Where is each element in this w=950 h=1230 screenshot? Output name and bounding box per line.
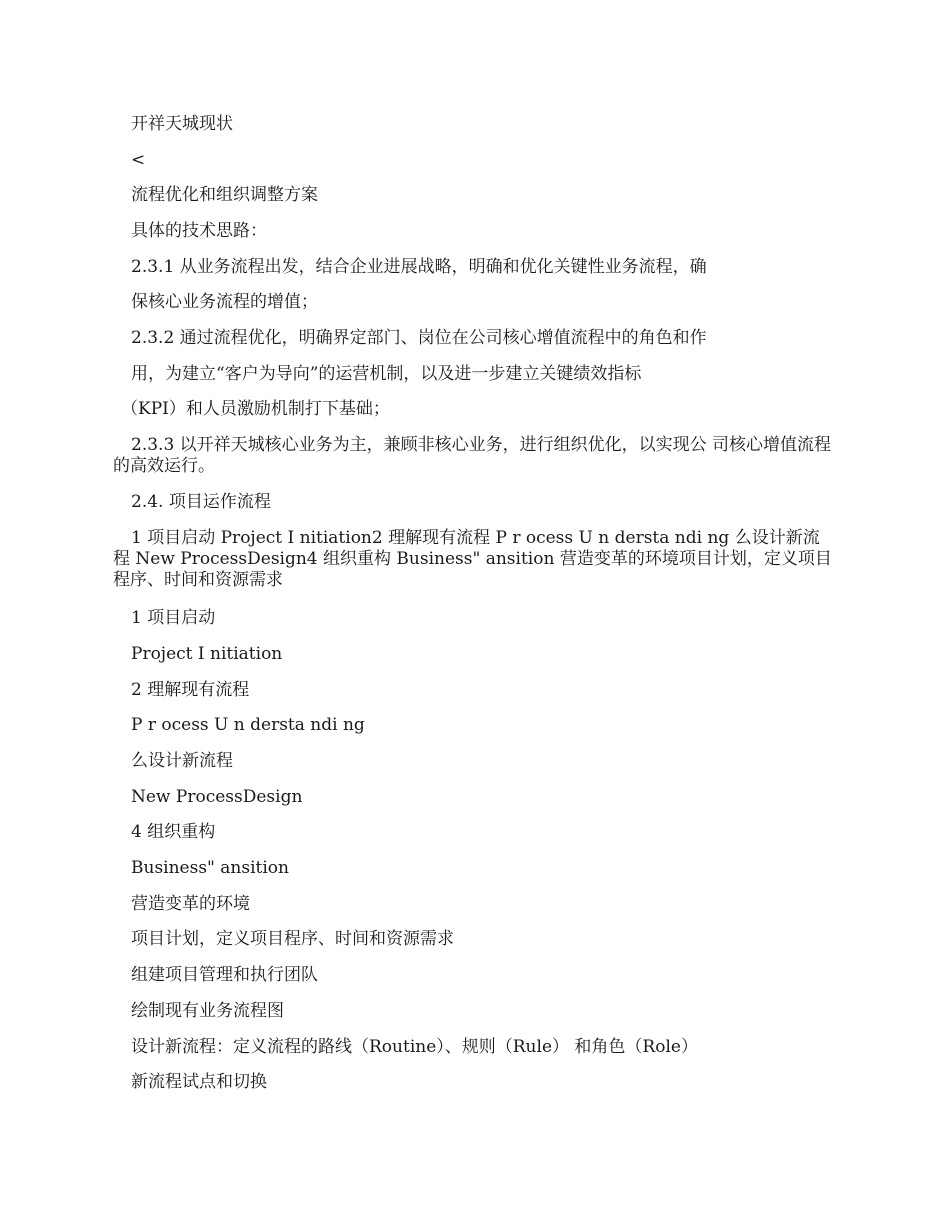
heading-current-status: 开祥天城现状 — [131, 114, 233, 134]
text-step-3-en: New ProcessDesign — [131, 787, 303, 807]
text-step-1-en: Project I nitiation — [131, 644, 283, 664]
text-project-plan: 项目计划，定义项目程序、时间和资源需求 — [131, 929, 454, 949]
text-2-3-2-c: （KPI）和人员激励机制打下基础； — [121, 399, 390, 419]
text-2-3-2-b: 用，为建立“客户为导向”的运营机制，以及进一步建立关键绩效指标 — [131, 364, 642, 384]
text-approach: 具体的技术思路： — [131, 221, 267, 241]
text-bracket: < — [131, 150, 146, 170]
text-pilot: 新流程试点和切换 — [131, 1072, 267, 1092]
text-team: 组建项目管理和执行团队 — [131, 965, 318, 985]
text-new-process-design: 设计新流程：定义流程的路线（Routine）、规则（Rule） 和角色（Role） — [131, 1037, 698, 1057]
paragraph-process-summary: 1 项目启动 Project I nitiation2 理解现有流程 P r ocess U n dersta ndi ng 么设计新流程 New ProcessDesign4 组织重构 Business" ansition 营造变革的环境项目计划，定义项目程序、时间和资源需求 — [113, 528, 832, 590]
text-process-map: 绘制现有业务流程图 — [131, 1001, 284, 1021]
paragraph-2-3-3: 2.3.3 以开祥天城核心业务为主，兼顾非核心业务，进行组织优化，以实现公 司核心增值流程的高效运行。 — [113, 435, 832, 476]
text-step-3: 么设计新流程 — [131, 751, 233, 771]
text-step-4: 4 组织重构 — [131, 822, 216, 842]
text-step-1: 1 项目启动 — [131, 608, 216, 628]
text-step-2-en: P r ocess U n dersta ndi ng — [131, 715, 365, 735]
heading-2-4: 2.4. 项目运作流程 — [131, 492, 271, 512]
text-environment: 营造变革的环境 — [131, 894, 250, 914]
text-step-4-en: Business" ansition — [131, 858, 289, 878]
heading-plan: 流程优化和组织调整方案 — [131, 185, 318, 205]
text-2-3-1-b: 保核心业务流程的增值； — [131, 292, 318, 312]
text-step-2: 2 理解现有流程 — [131, 680, 250, 700]
text-2-3-1-a: 2.3.1 从业务流程出发，结合企业进展战略，明确和优化关键性业务流程，确 — [131, 257, 707, 277]
text-2-3-2-a: 2.3.2 通过流程优化，明确界定部门、岗位在公司核心增值流程中的角色和作 — [131, 328, 707, 348]
